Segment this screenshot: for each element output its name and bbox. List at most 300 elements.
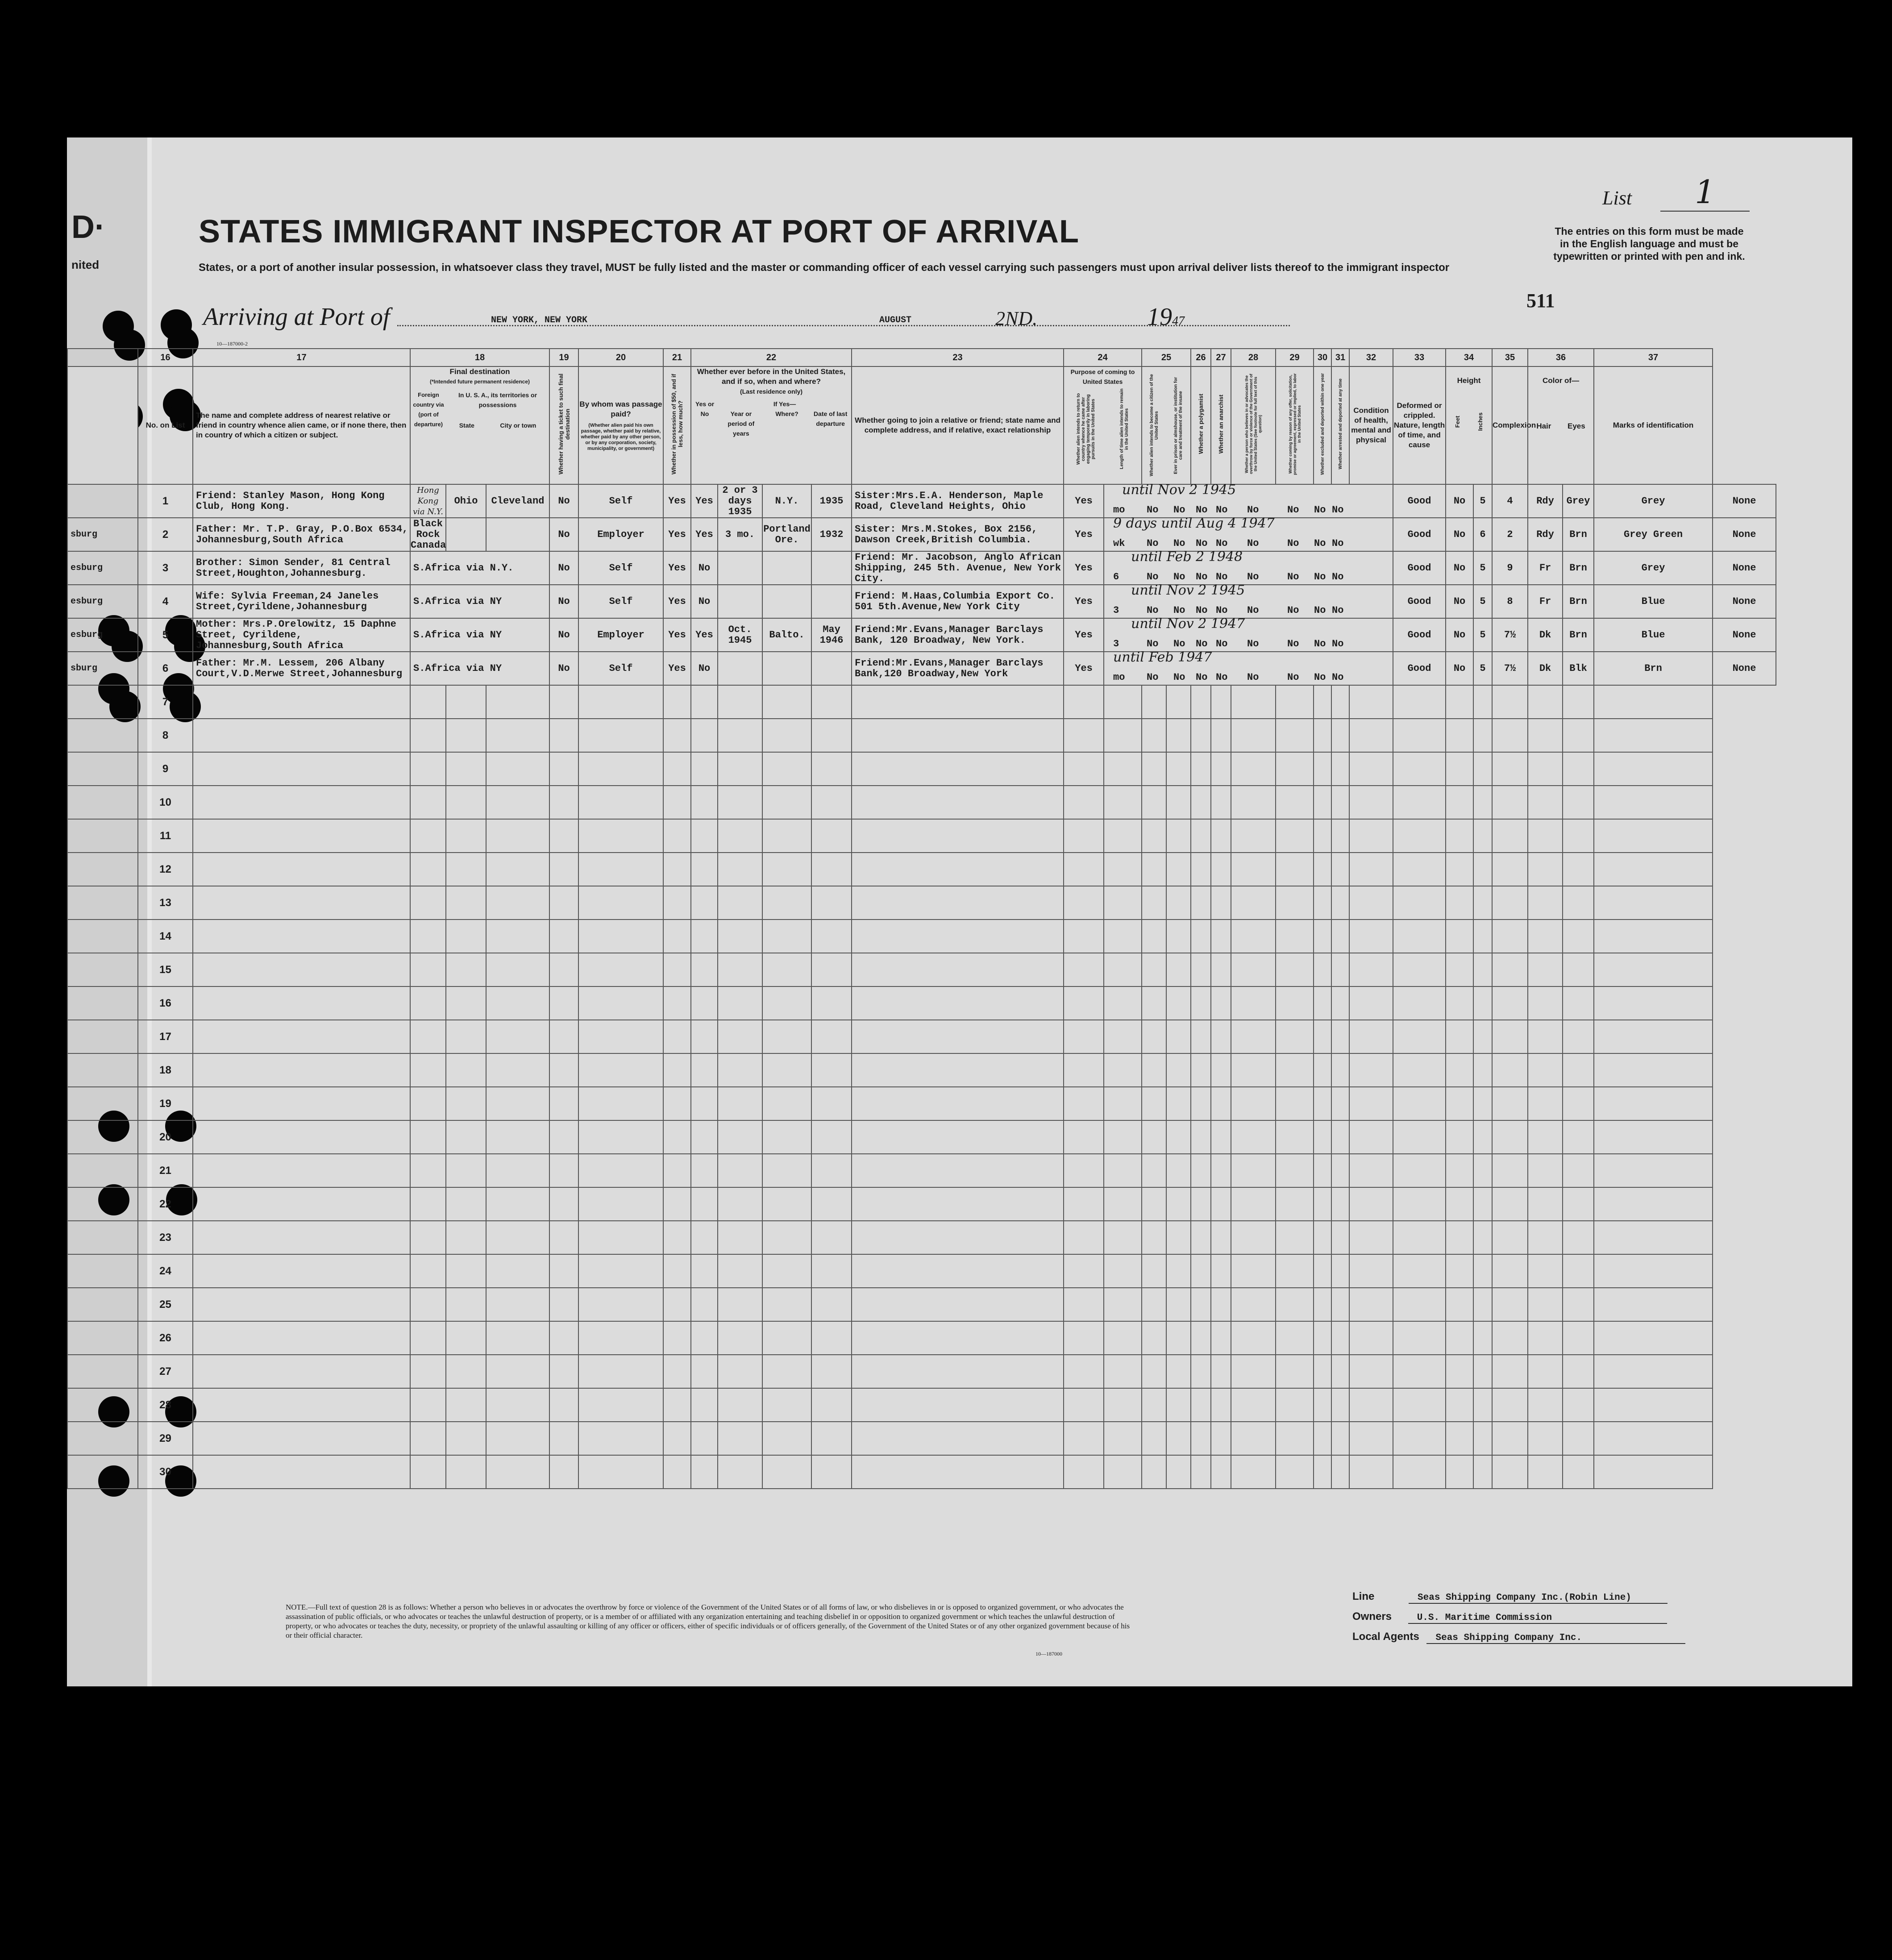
empty-cell: [549, 1087, 578, 1120]
answer-cell: No: [1196, 605, 1208, 616]
foreign-country-heading: Foreign country via (port of departure): [413, 391, 444, 428]
empty-cell: [1142, 986, 1166, 1020]
empty-cell: [549, 1020, 578, 1053]
left-fragment: sburg: [67, 518, 138, 551]
heading-row: [67, 366, 1776, 484]
owners-field: [1352, 1610, 1667, 1624]
owners-value: U.S. Maritime Commission: [1408, 1613, 1667, 1624]
empty-cell: [852, 1388, 1064, 1422]
empty-cell: [1393, 752, 1446, 786]
empty-cell: [1142, 1254, 1166, 1288]
before-cell: No: [691, 652, 718, 685]
side-fragment: nited: [71, 258, 100, 271]
health-cell: Good: [1393, 618, 1446, 652]
empty-cell: [852, 752, 1064, 786]
empty-cell: [762, 1120, 811, 1154]
empty-cell: [1492, 853, 1528, 886]
empty-cell: [578, 1221, 663, 1254]
empty-cell: [549, 1455, 578, 1489]
eyes-cell: Grey: [1594, 551, 1713, 585]
answer-cell: No: [1247, 571, 1259, 583]
deformed-cell: No: [1446, 652, 1473, 685]
empty-cell: [1528, 853, 1563, 886]
column-number-row: [67, 349, 1776, 366]
empty-cell: [1594, 1154, 1713, 1187]
empty-cell: [1314, 719, 1331, 752]
column-number: 25: [1142, 349, 1191, 366]
empty-cell: [691, 1455, 718, 1489]
empty-cell: [1104, 1455, 1142, 1489]
marks-cell: None: [1713, 618, 1776, 652]
list-number-cell: 11: [138, 819, 193, 853]
empty-cell: [663, 920, 691, 953]
empty-cell: [410, 1254, 446, 1288]
empty-cell: [1231, 1053, 1276, 1087]
length-cell: 3: [1113, 638, 1119, 649]
marks-cell: None: [1713, 551, 1776, 585]
answer-cell: No: [1216, 538, 1228, 549]
manifest-table: [67, 348, 1776, 1489]
empty-cell: [193, 1053, 410, 1087]
empty-cell: [852, 986, 1064, 1020]
hair-cell: Brn: [1563, 618, 1594, 652]
purpose-return-cell: Yes: [1064, 618, 1104, 652]
inches-cell: 7½: [1492, 652, 1528, 685]
empty-cell: [1104, 1187, 1142, 1221]
empty-cell: [486, 685, 549, 719]
column-number: 27: [1211, 349, 1231, 366]
where-cell: Portland Ore.: [762, 518, 811, 551]
empty-cell: [1331, 1020, 1349, 1053]
empty-cell: [1492, 1053, 1528, 1087]
heading-nearest-relative: The name and complete address of nearest relative or friend in country whence alien came, or if none there, then in country of which a citizen or subject.: [193, 366, 410, 484]
previous-visit-title: Whether ever before in the United States, and if so, when and where?: [697, 367, 846, 386]
empty-cell: [1594, 1221, 1713, 1254]
empty-cell: [193, 1288, 410, 1321]
empty-cell: [1473, 1087, 1492, 1120]
empty-cell: [1349, 1154, 1393, 1187]
stay-and-answers-cell: [1104, 618, 1393, 652]
empty-cell: [1594, 1422, 1713, 1455]
empty-cell: [1331, 685, 1349, 719]
year-prefix: 19: [1147, 303, 1172, 331]
empty-cell: [1473, 1187, 1492, 1221]
heading-color: [1528, 366, 1594, 484]
empty-cell: [67, 752, 138, 786]
foreign-country-cell: [410, 484, 446, 518]
empty-cell: [549, 1053, 578, 1087]
empty-cell: [762, 1020, 811, 1053]
empty-cell: [762, 1187, 811, 1221]
table-row: [67, 986, 1776, 1020]
empty-cell: [1492, 1221, 1528, 1254]
empty-cell: [1231, 953, 1276, 986]
empty-cell: [811, 1254, 852, 1288]
stay-and-answers-cell: [1104, 551, 1393, 585]
table-row: [67, 1455, 1776, 1489]
citizen-heading-text: Whether alien intends to become a citizen of the United States: [1149, 374, 1160, 477]
empty-cell: [1393, 1187, 1446, 1221]
empty-cell: [1104, 953, 1142, 986]
where-cell: Balto.: [762, 618, 811, 652]
empty-cell: [1231, 1187, 1276, 1221]
heading-marks: Marks of identification: [1594, 366, 1713, 484]
money-cell: Yes: [663, 518, 691, 551]
complexion-cell: Dk: [1528, 618, 1563, 652]
empty-cell: [1231, 752, 1276, 786]
empty-cell: [1594, 920, 1713, 953]
empty-cell: [486, 752, 549, 786]
empty-cell: [578, 1053, 663, 1087]
empty-cell: [691, 1020, 718, 1053]
empty-cell: [446, 953, 486, 986]
empty-cell: [1231, 685, 1276, 719]
sheet-number: 511: [1526, 290, 1555, 312]
empty-cell: [718, 1020, 762, 1053]
empty-cell: [1393, 1254, 1446, 1288]
answer-cell: No: [1314, 672, 1326, 683]
money-heading-text: Whether in possession of $50, and if less, how much?: [670, 374, 684, 474]
empty-cell: [1276, 853, 1314, 886]
empty-cell: [1492, 886, 1528, 920]
heading-deformed: Deformed or crippled. Nature, length of time, and cause: [1393, 366, 1446, 484]
empty-cell: [1349, 1455, 1393, 1489]
table-row: [67, 819, 1776, 853]
empty-cell: [549, 853, 578, 886]
empty-cell: [410, 1187, 446, 1221]
empty-cell: [193, 685, 410, 719]
empty-cell: [1563, 1020, 1594, 1053]
empty-cell: [1166, 953, 1191, 986]
empty-cell: [1349, 1388, 1393, 1422]
empty-cell: [852, 920, 1064, 953]
empty-cell: [852, 685, 1064, 719]
empty-cell: [1142, 1087, 1166, 1120]
departure-date-cell: May 1946: [811, 618, 852, 652]
empty-cell: [663, 719, 691, 752]
empty-cell: [1528, 719, 1563, 752]
list-number-cell: 1: [138, 484, 193, 518]
answer-cell: No: [1147, 504, 1159, 516]
empty-cell: [1528, 752, 1563, 786]
empty-cell: [549, 1321, 578, 1355]
empty-cell: [1064, 1288, 1104, 1321]
empty-cell: [578, 1321, 663, 1355]
answer-cell: No: [1216, 571, 1228, 583]
empty-cell: [691, 685, 718, 719]
empty-cell: [811, 1288, 852, 1321]
empty-cell: [691, 1053, 718, 1087]
list-number-cell: 17: [138, 1020, 193, 1053]
empty-cell: [852, 1020, 1064, 1053]
empty-cell: [691, 953, 718, 986]
empty-cell: [410, 1388, 446, 1422]
empty-cell: [852, 819, 1064, 853]
empty-cell: [1314, 1120, 1331, 1154]
empty-cell: [1166, 1087, 1191, 1120]
empty-cell: [1064, 1020, 1104, 1053]
empty-cell: [1492, 752, 1528, 786]
empty-cell: [1492, 1120, 1528, 1154]
handwritten-stay: until Nov 2 1945: [1122, 482, 1236, 498]
paid-by-cell: Self: [578, 585, 663, 618]
empty-cell: [578, 920, 663, 953]
health-cell: Good: [1393, 484, 1446, 518]
anarchist-heading-text: Whether an anarchist: [1218, 394, 1225, 454]
health-cell: Good: [1393, 551, 1446, 585]
empty-cell: [811, 920, 852, 953]
empty-cell: [1393, 819, 1446, 853]
empty-cell: [1349, 1288, 1393, 1321]
empty-cell: [578, 819, 663, 853]
empty-cell: [718, 1455, 762, 1489]
foreign-country-cell: S.Africa via NY: [410, 585, 549, 618]
empty-cell: [1191, 1120, 1211, 1154]
empty-cell: [1563, 1321, 1594, 1355]
empty-cell: [1393, 853, 1446, 886]
empty-cell: [691, 1321, 718, 1355]
empty-cell: [1166, 752, 1191, 786]
empty-cell: [663, 1422, 691, 1455]
column-number: 34: [1446, 349, 1492, 366]
empty-cell: [1331, 752, 1349, 786]
empty-cell: [1594, 1020, 1713, 1053]
empty-cell: [1473, 886, 1492, 920]
empty-cell: [1231, 1120, 1276, 1154]
empty-cell: [1331, 1254, 1349, 1288]
empty-cell: [1563, 986, 1594, 1020]
previous-visit-note: (Last residence only): [740, 388, 803, 395]
answer-cell: No: [1332, 538, 1344, 549]
empty-cell: [1211, 819, 1231, 853]
empty-cell: [1393, 986, 1446, 1020]
empty-cell: [691, 886, 718, 920]
empty-cell: [446, 920, 486, 953]
empty-cell: [1473, 1321, 1492, 1355]
empty-cell: [1104, 1388, 1142, 1422]
inches-heading: Inches: [1477, 412, 1484, 431]
empty-cell: [193, 986, 410, 1020]
money-cell: Yes: [663, 585, 691, 618]
empty-cell: [1191, 752, 1211, 786]
entries-instruction: The entries on this form must be made in the English language and must be typewritten or printed with pen and ink.: [1553, 225, 1745, 262]
empty-cell: [1563, 1254, 1594, 1288]
empty-cell: [1191, 986, 1211, 1020]
empty-cell: [1349, 752, 1393, 786]
deported-heading-text: Whether arrested and deported at any time: [1338, 379, 1343, 470]
table-row: [67, 484, 1776, 518]
empty-cell: [410, 886, 446, 920]
answer-cell: No: [1216, 504, 1228, 516]
empty-cell: [1104, 786, 1142, 819]
empty-cell: [811, 719, 852, 752]
empty-cell: [1231, 1455, 1276, 1489]
join-relative-cell: Friend: M.Haas,Columbia Export Co. 501 5th.Avenue,New York City: [852, 585, 1064, 618]
empty-cell: [410, 1455, 446, 1489]
before-cell: No: [691, 585, 718, 618]
join-relative-cell: Friend:Mr.Evans,Manager Barclays Bank, 120 Broadway, New York.: [852, 618, 1064, 652]
empty-cell: [1211, 1154, 1231, 1187]
port-of-arrival: NEW YORK, NEW YORK: [491, 315, 588, 325]
empty-cell: [1104, 819, 1142, 853]
handwritten-stay: until Feb 1947: [1113, 649, 1212, 665]
empty-cell: [67, 886, 138, 920]
empty-cell: [1594, 1321, 1713, 1355]
empty-cell: [410, 920, 446, 953]
empty-cell: [1594, 819, 1713, 853]
empty-cell: [1314, 819, 1331, 853]
empty-cell: [486, 920, 549, 953]
empty-cell: [1166, 1053, 1191, 1087]
empty-cell: [1446, 853, 1473, 886]
empty-cell: [1349, 986, 1393, 1020]
heading-passage-paid: [578, 366, 663, 484]
prison-heading-text: Ever in prison or almshouse, or institution for care and treatment of the insane: [1173, 377, 1184, 474]
form-code: 10—187000-2: [216, 341, 248, 347]
inches-cell: 4: [1492, 484, 1528, 518]
empty-cell: [486, 1087, 549, 1120]
empty-cell: [1393, 1221, 1446, 1254]
empty-cell: [1231, 920, 1276, 953]
empty-cell: [1142, 685, 1166, 719]
height-title: Height: [1457, 376, 1481, 385]
empty-cell: [1492, 1154, 1528, 1187]
empty-cell: [578, 1455, 663, 1489]
empty-cell: [1393, 953, 1446, 986]
empty-cell: [1231, 1154, 1276, 1187]
column-number: 16: [138, 349, 193, 366]
empty-cell: [1314, 1254, 1331, 1288]
empty-cell: [410, 752, 446, 786]
empty-cell: [1276, 1288, 1314, 1321]
empty-cell: [1211, 1422, 1231, 1455]
empty-cell: [691, 1422, 718, 1455]
empty-cell: [578, 953, 663, 986]
empty-cell: [1064, 1087, 1104, 1120]
empty-cell: [1166, 1020, 1191, 1053]
empty-cell: [1393, 1455, 1446, 1489]
empty-cell: [811, 819, 852, 853]
stay-and-answers-cell: [1104, 649, 1393, 685]
list-number-cell: 21: [138, 1154, 193, 1187]
empty-cell: [663, 819, 691, 853]
empty-cell: [1473, 1020, 1492, 1053]
empty-cell: [1211, 1288, 1231, 1321]
empty-cell: [1314, 685, 1331, 719]
empty-cell: [663, 786, 691, 819]
empty-cell: [762, 1355, 811, 1388]
empty-cell: [1594, 1120, 1713, 1154]
empty-cell: [1191, 1388, 1211, 1422]
answer-cell: No: [1247, 605, 1259, 616]
empty-cell: [486, 1355, 549, 1388]
paid-by-cell: Self: [578, 551, 663, 585]
empty-cell: [1446, 1422, 1473, 1455]
list-number-cell: 7: [138, 685, 193, 719]
answer-cell: No: [1216, 605, 1228, 616]
hair-cell: Grey: [1563, 484, 1594, 518]
empty-cell: [1473, 1154, 1492, 1187]
empty-cell: [1142, 752, 1166, 786]
empty-cell: [1276, 1120, 1314, 1154]
empty-cell: [410, 1221, 446, 1254]
list-number-cell: 10: [138, 786, 193, 819]
empty-cell: [1393, 1120, 1446, 1154]
empty-cell: [1446, 920, 1473, 953]
complexion-cell: Dk: [1528, 652, 1563, 685]
empty-cell: [663, 685, 691, 719]
table-row: [67, 920, 1776, 953]
empty-cell: [67, 1355, 138, 1388]
list-number: 1: [1660, 173, 1750, 212]
empty-cell: [762, 1087, 811, 1120]
empty-cell: [691, 986, 718, 1020]
state-heading: State: [459, 422, 474, 429]
hair-cell: Brn: [1563, 551, 1594, 585]
paid-by-cell: Employer: [578, 618, 663, 652]
list-number-cell: 4: [138, 585, 193, 618]
deformed-cell: No: [1446, 618, 1473, 652]
empty-cell: [762, 1455, 811, 1489]
answer-cell: No: [1173, 672, 1185, 683]
answer-cell: No: [1147, 672, 1159, 683]
empty-cell: [1528, 1154, 1563, 1187]
table-row: [67, 1355, 1776, 1388]
empty-cell: [663, 1221, 691, 1254]
empty-cell: [549, 1388, 578, 1422]
empty-cell: [1314, 1321, 1331, 1355]
empty-cell: [1473, 1422, 1492, 1455]
answer-cell: No: [1287, 504, 1299, 516]
money-cell: Yes: [663, 484, 691, 518]
table-row: [67, 1020, 1776, 1053]
empty-cell: [1064, 920, 1104, 953]
where-cell: [762, 551, 811, 585]
empty-cell: [1231, 819, 1276, 853]
empty-cell: [1064, 1154, 1104, 1187]
empty-cell: [1492, 1020, 1528, 1053]
period-cell: [718, 585, 762, 618]
answer-cell: No: [1247, 638, 1259, 649]
empty-cell: [718, 1053, 762, 1087]
empty-cell: [67, 1321, 138, 1355]
column-number: [67, 349, 138, 366]
empty-cell: [691, 853, 718, 886]
empty-cell: [1314, 786, 1331, 819]
hair-heading: Hair: [1536, 422, 1551, 430]
empty-cell: [578, 1087, 663, 1120]
nearest-relative-cell: Father: Mr.M. Lessem, 206 Albany Court,V.D.Merwe Street,Johannesburg: [193, 652, 410, 685]
empty-cell: [446, 819, 486, 853]
empty-cell: [1314, 1288, 1331, 1321]
list-number-cell: 26: [138, 1321, 193, 1355]
empty-cell: [549, 1288, 578, 1321]
ticket-cell: No: [549, 484, 578, 518]
empty-cell: [1528, 1120, 1563, 1154]
empty-cell: [1393, 1053, 1446, 1087]
empty-cell: [1473, 1254, 1492, 1288]
empty-cell: [1331, 1288, 1349, 1321]
empty-cell: [1331, 719, 1349, 752]
answer-cell: No: [1196, 538, 1208, 549]
empty-cell: [1064, 719, 1104, 752]
left-fragment: esburg: [67, 585, 138, 618]
heading-previous-visit: [691, 366, 852, 484]
empty-cell: [1594, 1187, 1713, 1221]
empty-cell: [1064, 1120, 1104, 1154]
list-number-cell: 3: [138, 551, 193, 585]
empty-cell: [1166, 1388, 1191, 1422]
